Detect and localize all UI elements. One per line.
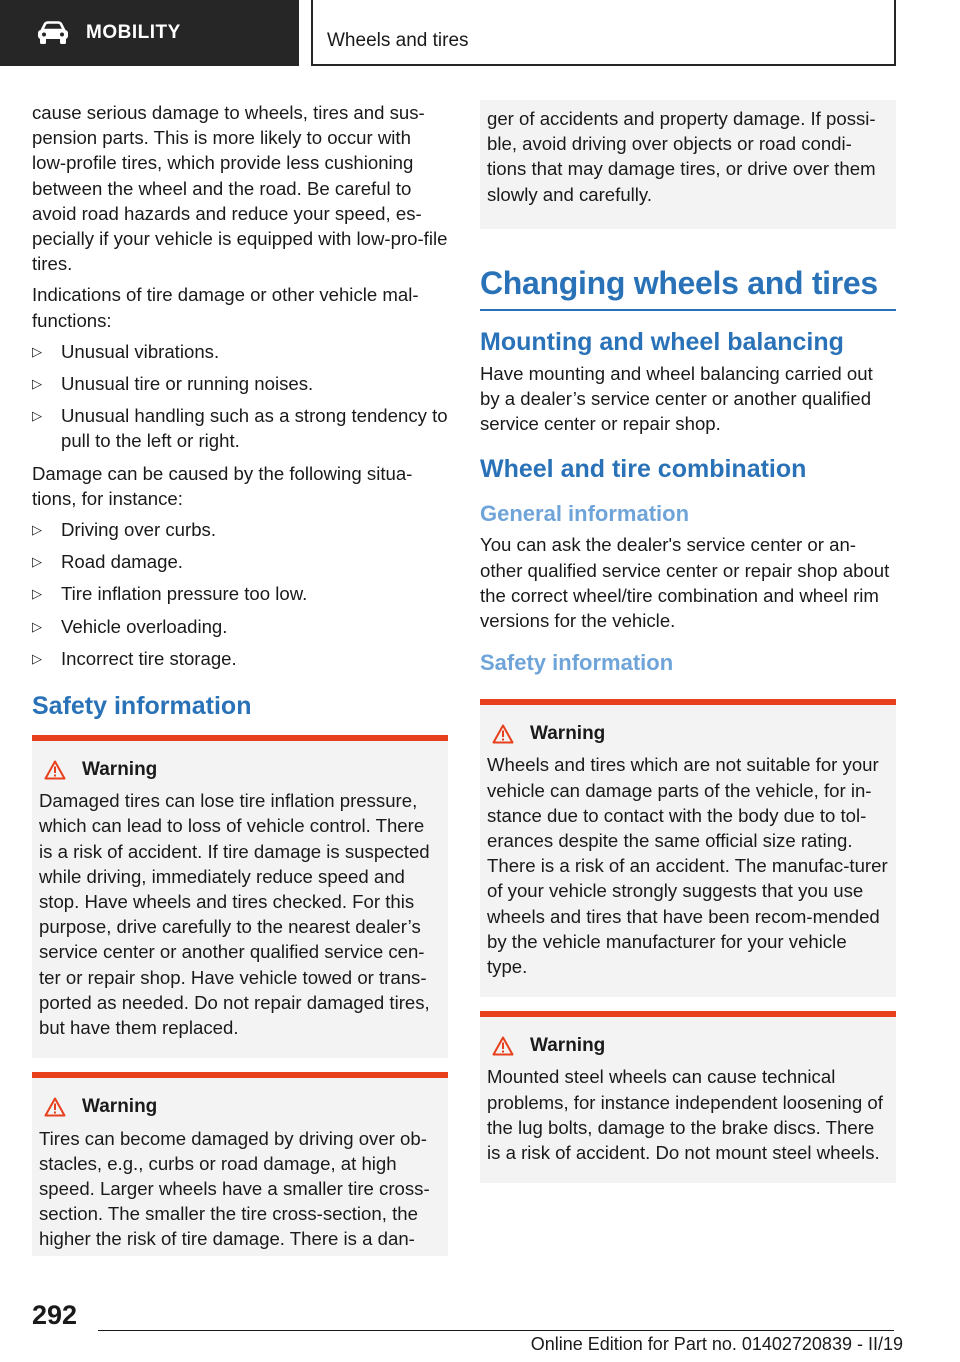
safety-heading: Safety information xyxy=(32,692,252,721)
warning-title: Warning xyxy=(82,1096,158,1118)
list-item: ▷ Unusual handling such as a strong tendency to pull to the left or right. xyxy=(32,403,448,453)
combination-heading: Wheel and tire combination xyxy=(480,455,807,484)
mounting-paragraph: Have mounting and wheel balancing carried out by a dealer’s service center or another qualified service center or repair shop. xyxy=(480,362,873,435)
indications-list xyxy=(32,339,448,454)
list-item: ▷ Road damage. xyxy=(32,549,448,574)
warning-text: Mounted steel wheels can cause technical problems, for instance independent loosening of the lug bolts, damage to the brake discs. There is a risk of accident. Do not mount steel wheels. xyxy=(487,1066,883,1164)
warning-header xyxy=(39,757,440,782)
list-item: ▷ Vehicle overloading. xyxy=(32,614,448,639)
general-heading: General information xyxy=(480,501,690,527)
list-item: ▷ Incorrect tire storage. xyxy=(32,646,448,671)
warning-text: Damaged tires can lose tire inflation pressure, which can lead to loss of vehicle control. There is a risk of accident. If tire damage is suspected while driving, immediately reduce speed and stop. Have wheels and tires checked. For this purpose, drive carefully to the nearest dealer’s service center or another qualified service cen-ter or repair shop. Have vehicle towed or trans-ported as needed. Do not repair damaged tires, but have them replaced. xyxy=(39,790,430,1039)
warning-box xyxy=(480,1011,896,1183)
footer-edition: Online Edition for Part no. 01402720839 - II/19 xyxy=(530,1334,903,1354)
indications-paragraph: Indications of tire damage or other vehicle mal-functions: xyxy=(32,284,419,331)
warning-continuation xyxy=(480,100,896,229)
general-paragraph: You can ask the dealer's service center or an-other qualified service center or repair shop about the correct wheel/tire combination and wheel rim versions for the vehicle. xyxy=(480,534,890,632)
warning-triangle-icon xyxy=(492,1036,514,1056)
warning-box xyxy=(32,1072,448,1255)
warning-title: Warning xyxy=(530,723,606,745)
warning-triangle-icon xyxy=(44,760,66,780)
page-number: 292 xyxy=(32,1300,78,1330)
causes-paragraph: Damage can be caused by the following situa-tions, for instance: xyxy=(32,462,413,509)
list-item: ▷ Tire inflation pressure too low. xyxy=(32,581,448,606)
warning-box xyxy=(32,735,448,1058)
list-item: ▷ Driving over curbs. xyxy=(32,517,448,542)
intro-paragraph: cause serious damage to wheels, tires and sus-pension parts. This is more likely to occur with low-profile tires, which provide less cushioning between the wheel and the road. Be careful to avoid road hazards and reduce your speed, es-pecially if your vehicle is equipped with low-pro-file tires. xyxy=(32,102,448,275)
warning-header xyxy=(487,1033,888,1058)
safety-heading: Safety information xyxy=(480,650,674,676)
warning-triangle-icon xyxy=(44,1097,66,1117)
warning-title: Warning xyxy=(82,759,158,781)
chapter-label: Wheels and tires xyxy=(327,30,469,51)
section-label: MOBILITY xyxy=(86,22,181,43)
list-item: ▷ Unusual vibrations. xyxy=(32,339,448,364)
warning-text: Wheels and tires which are not suitable for your vehicle can damage parts of the vehicle, for in-stance due to contact with the body due to tol-erances despite the same official size rating. There is a risk of an accident. The manufac-turer of your vehicle strongly suggests that you use wheels and tires that have been recom-mended by the vehicle manufacturer for your vehicle type. xyxy=(487,754,888,978)
list-item: ▷ Unusual tire or running noises. xyxy=(32,371,448,396)
warning-box xyxy=(480,699,896,997)
warning-text: ger of accidents and property damage. If possi-ble, avoid driving over objects or road condi-tions that may damage tires, or drive over them slowly and carefully. xyxy=(487,108,876,205)
causes-list xyxy=(32,517,448,671)
chapter-heading: Changing wheels and tires xyxy=(480,263,896,311)
warning-triangle-icon xyxy=(492,724,514,744)
right-column xyxy=(480,100,896,1197)
car-icon xyxy=(36,21,70,45)
page-header xyxy=(0,0,960,66)
left-column xyxy=(32,100,448,1256)
warning-header xyxy=(39,1094,440,1119)
warning-title: Warning xyxy=(530,1035,606,1057)
warning-header xyxy=(487,721,888,746)
mounting-heading: Mounting and wheel balancing xyxy=(480,327,844,356)
section-tab xyxy=(0,0,299,66)
footer-divider xyxy=(98,1330,894,1331)
warning-text: Tires can become damaged by driving over ob-stacles, e.g., curbs or road damage, at high speed. Larger wheels have a smaller tire cross-section. The smaller the tire cross-section, the higher the risk of tire damage. There is a dan- xyxy=(39,1127,430,1250)
chapter-tab xyxy=(311,0,896,66)
